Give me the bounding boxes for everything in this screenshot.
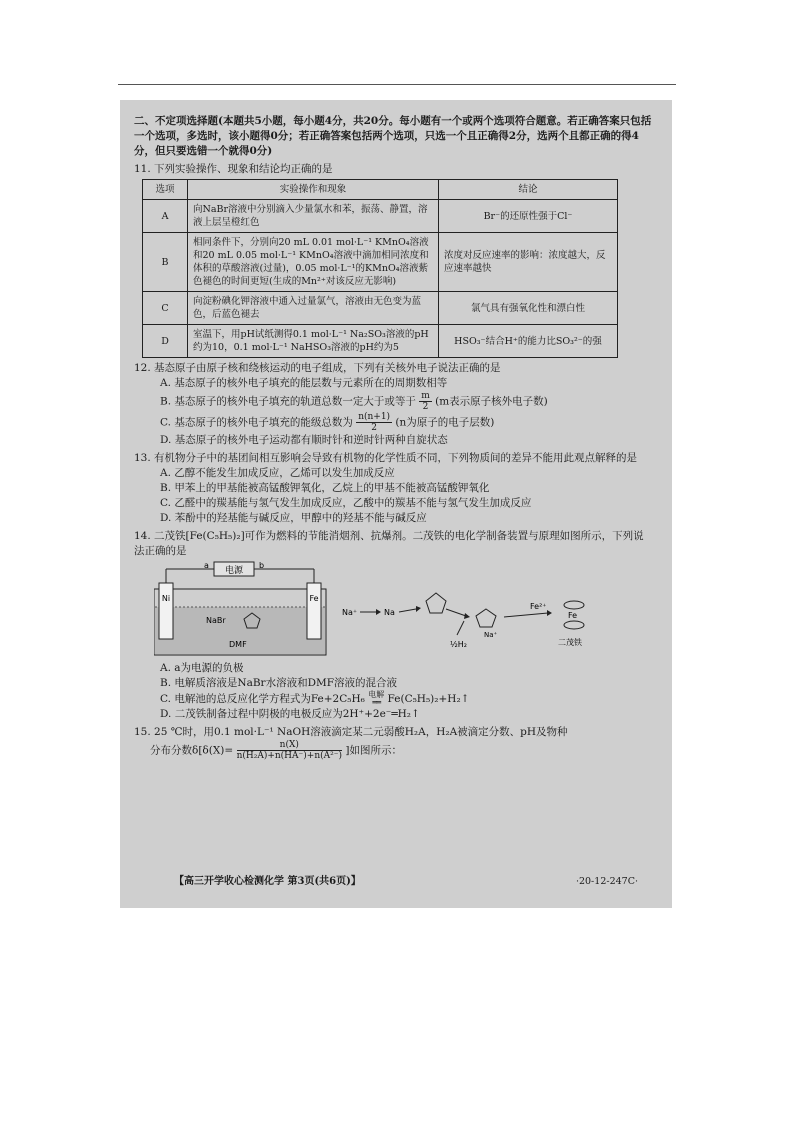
fraction-numerator: n(n+1) (358, 412, 391, 422)
ferrocene-top-ring (564, 601, 584, 609)
q15-text-end: ]如图所示： (345, 744, 402, 757)
q12-option-b (134, 391, 654, 412)
arrow-h2 (457, 621, 464, 635)
ni-electrode (159, 583, 173, 639)
operation-cell: 相同条件下，分别向20 mL 0.01 mol·L⁻¹ KMnO₄溶液和20 mL 0.05 mol·L⁻¹ KMnO₄溶液中滴加相同浓度和体积的草酸溶液(过量)，0.05 mol·L⁻¹的KMnO₄溶液紫色褪色的时间更短(生成的Mn²⁺对该反应无影响) (188, 233, 439, 292)
electrolysis-figure (154, 561, 654, 657)
q14-option-b: B. 电解质溶液是NaBr水溶液和DMF溶液的混合液 (160, 677, 398, 689)
q14-option-c (134, 691, 654, 707)
option-cell: A (143, 200, 188, 233)
fe-label: Fe (309, 594, 319, 603)
q14-option-d: D. 二茂铁制备过程中阴极的电极反应为2H⁺+2e⁻═H₂↑ (160, 708, 420, 720)
fraction (237, 740, 342, 761)
question-11-table (142, 179, 618, 358)
ferrocene-fe-label: Fe (568, 611, 578, 620)
q12-c-text-end: (n为原子的电子层数) (395, 416, 495, 429)
q13-option-a: A. 乙醇不能发生加成反应，乙烯可以发生加成反应 (160, 467, 395, 479)
q14-c-text: C. 电解池的总反应化学方程式为Fe+2C₅H₆ (160, 693, 365, 705)
question-14-stem: 14. 二茂铁[Fe(C₅H₅)₂]可作为燃料的节能消烟剂、抗爆剂。二茂铁的电化学制备装置与原理如图所示，下列说法正确的是 (134, 530, 644, 557)
nabr-label: NaBr (206, 616, 226, 625)
table-header: 实验操作和现象 (188, 180, 439, 200)
q12-option-d: D. 基态原子的核外电子运动都有顺时针和逆时针两种自旋状态 (160, 434, 448, 446)
conclusion-cell: 浓度对反应速率的影响：浓度越大，反应速率越快 (439, 233, 618, 292)
na-plus-label-2: Na⁺ (484, 631, 498, 639)
h2-label: ½H₂ (450, 640, 467, 649)
table-header-row (143, 180, 618, 200)
ni-label: Ni (161, 594, 171, 603)
table-header: 结论 (439, 180, 618, 200)
option-cell: D (143, 325, 188, 358)
page-footer: 【高三开学收心检测化学 第3页(共6页)】 (174, 876, 361, 887)
ferrocene-label: 二茂铁 (558, 638, 582, 647)
terminal-b-label: b (259, 561, 265, 570)
table-row (143, 200, 618, 233)
arrow-2 (399, 609, 416, 612)
fraction (419, 391, 432, 412)
na-plus-label: Na⁺ (342, 608, 358, 617)
q14-c-text-end: Fe(C₅H₅)₂+H₂↑ (387, 693, 470, 705)
q14-option-a: A. a为电源的负极 (160, 662, 244, 674)
q12-b-text-end: (m表示原子核外电子数) (435, 395, 548, 408)
table-row (143, 292, 618, 325)
reaction-condition: 电解 ══ (368, 690, 385, 707)
exam-sheet (134, 114, 654, 900)
q15-text: 分布分数δ[δ(X)= (150, 744, 234, 757)
question-11-stem: 11. 下列实验操作、现象和结论均正确的是 (134, 163, 333, 175)
fe2-label: Fe²⁺ (530, 602, 547, 611)
q13-option-d: D. 苯酚中的羟基能与碱反应，甲醇中的羟基不能与碱反应 (160, 512, 427, 524)
q13-option-b: B. 甲苯上的甲基能被高锰酸钾氧化，乙烷上的甲基不能被高锰酸钾氧化 (160, 482, 490, 494)
conclusion-cell: 氯气具有强氧化性和漂白性 (439, 292, 618, 325)
electrolysis-diagram (154, 561, 634, 657)
question-13-stem: 13. 有机物分子中的基团间相互影响会导致有机物的化学性质不同，下列物质间的差异不能用此观点解释的是 (134, 452, 638, 464)
table-header: 选项 (143, 180, 188, 200)
q12-option-a: A. 基态原子的核外电子填充的能层数与元素所在的周期数相等 (160, 377, 448, 389)
scanned-exam-page (120, 100, 672, 908)
q12-c-text: C. 基态原子的核外电子填充的能级总数为 (160, 416, 353, 429)
operation-cell: 向淀粉碘化钾溶液中通入过量氯气，溶液由无色变为蓝色，后蓝色褪去 (188, 292, 439, 325)
dmf-label: DMF (229, 640, 247, 649)
question-15-stem: 15. 25 ℃时，用0.1 mol·L⁻¹ NaOH溶液滴定某二元弱酸H₂A，H₂A被滴定分数、pH及物种 (134, 726, 568, 738)
terminal-a-label: a (204, 561, 209, 570)
cyclopentadienyl-anion (476, 609, 496, 627)
q12-b-text: B. 基态原子的核外电子填充的轨道总数一定大于或等于 (160, 395, 416, 408)
fraction (356, 412, 392, 433)
operation-cell: 向NaBr溶液中分别滴入少量氯水和苯，振荡、静置，溶液上层呈橙红色 (188, 200, 439, 233)
question-12-stem: 12. 基态原子由原子核和绕核运动的电子组成，下列有关核外电子说法正确的是 (134, 362, 501, 374)
option-cell: B (143, 233, 188, 292)
arrow-3 (446, 609, 466, 616)
conclusion-cell: HSO₃⁻结合H⁺的能力比SO₃²⁻的强 (439, 325, 618, 358)
fraction-denominator: 2 (371, 423, 377, 433)
page-code: ·20-12-247C· (575, 876, 638, 887)
cyclopentadiene-molecule (426, 593, 446, 613)
condition-label: 电解 (368, 690, 385, 699)
operation-cell: 室温下，用pH试纸测得0.1 mol·L⁻¹ Na₂SO₃溶液的pH约为10，0.1 mol·L⁻¹ NaHSO₃溶液的pH约为5 (188, 325, 439, 358)
page-top-rule (118, 84, 676, 85)
option-cell: C (143, 292, 188, 325)
table-row (143, 233, 618, 292)
q13-option-c: C. 乙醛中的羰基能与氢气发生加成反应，乙酸中的羰基不能与氢气发生加成反应 (160, 497, 532, 509)
fraction-numerator: m (421, 391, 430, 401)
section-header: 二、不定项选择题(本题共5小题，每小题4分，共20分。每小题有一个或两个选项符合题意。若正确答案只包括一个选项，多选时，该小题得0分；若正确答案包括两个选项，只选一个且正确得2分，选两个且都正确的得4分，但只要选错一个就得0分) (134, 115, 652, 157)
na-label: Na (384, 608, 395, 617)
fraction-denominator: 2 (422, 402, 429, 412)
arrow-4 (504, 613, 548, 617)
conclusion-cell: Br⁻的还原性强于Cl⁻ (439, 200, 618, 233)
table-row (143, 325, 618, 358)
power-label: 电源 (224, 566, 244, 576)
fraction-numerator: n(X) (237, 740, 342, 751)
fraction-denominator: n(H₂A)+n(HA⁻)+n(A²⁻) (236, 751, 343, 761)
q15-formula-line (134, 740, 654, 761)
q12-option-c (134, 412, 654, 433)
fe-electrode (307, 583, 321, 639)
ferrocene-bottom-ring (564, 621, 584, 629)
